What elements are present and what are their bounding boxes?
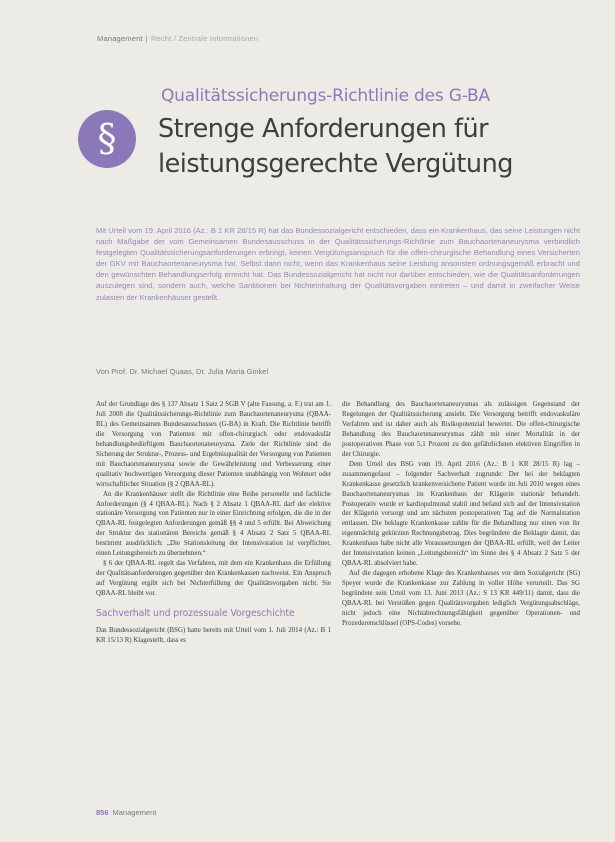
page-footer — [96, 808, 156, 817]
paragraph-icon — [78, 110, 136, 168]
author-line: Von Prof. Dr. Michael Quaas, Dr. Julia Maria Ginkel — [96, 367, 269, 376]
section-heading: Sachverhalt und prozessuale Vorgeschichte — [96, 608, 295, 620]
article-lead: Mit Urteil vom 19. April 2016 (Az.: B 1 KR 28/15 R) hat das Bundessozialgericht entschieden, dass ein Krankenhaus, das seine Leistungen nicht nach Maßgabe der vom Gemeinsamen Bundesausschuss in der Qualitätssicherungs-Richtlinie zum Bauchaortenaneurysma verbindlich festgelegten Qualitätssicherungsanforderungen erbringt, keinen Vergütungsanspruch für die offen-chirurgische Behandlung eines Versicherten der GKV mit Bauchaortenaneurysma hat. Selbst dann nicht, wenn das Krankenhaus seine Leistung ansonsten ordnungsgemäß erbracht und den gewünschten Behandlungserfolg erreicht hat. Das Bundessozialgericht hat nicht nur darüber entschieden, wie die Qualitätsanforderungen auszulegen sind, sondern auch, welche Sanktionen bei Nichteinhaltung der Qualitätsvorgaben eintreten – und damit in zweifacher Weise zulasten der Krankenhäuser gestellt. — [96, 226, 580, 302]
body-paragraph: Dem Urteil des BSG vom 19. April 2016 (Az.: B 1 KR 28/15 R) lag – zusammengefasst – folgender Sachverhalt zugrunde: Der bei der beklagten Krankenkasse gesetzlich krankenversicherte Patient wurde im Juli 2010 wegen eines Bauchaortenaneurysmas im Krankenhaus der Klägerin stationär behandelt. Postoperativ wurde er kardiopulmonal stabil und befand sich auf der Intensivstation der Klägerin versorgt und am nächsten postoperativen Tag auf die Normalstation entlassen. Die beklagte Krankenkasse zahlte für die Behandlung nur einen von ihr eigenmächtig gekürzten Rechnungsbetrag. Dies begründete die Beklagte damit, das Krankenhaus habe nicht alle Voraussetzungen der QBAA-RL erfüllt, weil der Leiter der Intensivstation keinen „Leitungsbereich“ im Sinne des § 4 Absatz 2 Satz 5 der QBAA-RL absolviert habe. — [342, 460, 580, 568]
right-column — [342, 400, 580, 629]
body-paragraph: Auf der Grundlage des § 137 Absatz 1 Satz 2 SGB V (alte Fassung, a. F.) trat am 1. Juli 2008 die Qualitätssicherungs-Richtlinie zum Bauchaortenaneurysma (QBAA-RL) des Gemeinsamen Bundesausschusses (G-BA) in Kraft. Die Richtlinie betrifft die Versorgung von Patienten mit offen-chirurgisch oder endovaskulär behandlungsbedürftigem Bauchaortenaneurysma. Ziele der Richtlinie sind die Sicherung der Struktur-, Prozess- und Ergebnisqualität der Versorgung von Patienten mit Bauchaortenaneurysma sowie die Gewährleistung und Verbesserung einer qualitativ hochwertigen Versorgung dieser Patienten unabhängig von Wohnort oder wirtschaftlicher Situation (§ 2 QBAA-RL). — [96, 401, 331, 488]
paragraph-symbol: § — [97, 116, 117, 160]
body-paragraph: die Behandlung des Bauchaortenaneurysmas als zulässigen Gegenstand der Regelungen der Qualitätssicherung ansieht. Die Versorgung betrifft endovaskuläre Verfahren und ist daher auch als Risikopotenzial bewertet. Die offen-chirurgische Behandlung des Bauchaortenaneurysmas zählt mit einer Mortalität in der postoperativen Phase von 5,1 Prozent zu den gefährlichsten elektiven Eingriffen in der Chirurgie. — [342, 401, 580, 458]
page-number: 856 — [96, 808, 109, 817]
title-line-2: leistungsgerechte Vergütung — [158, 149, 513, 179]
article-kicker: Qualitätssicherungs-Richtlinie des G-BA — [161, 86, 490, 106]
title-line-1: Strenge Anforderungen für — [158, 114, 489, 144]
body-paragraph: An die Krankenhäuser stellt die Richtlinie eine Reihe personelle und fachliche Anforderungen (§ 4 QBAA-RL). Nach § 2 Absatz 1 QBAA-RL darf der elektive stationäre Versorgung von Patienten nur in einer Einrichtung erfolgen, die die in der QBAA-RL festgelegten Anforderungen gemäß §§ 4 und 5 erfüllt. Bei Abweichung der Struktur des stationären Bereichs gemäß § 4 Absatz 2 Satz 5 QBAA-RL bestimmt ausdrücklich: „Die Stationsleitung der Intensivstation ist verpflichtet, einen Leitungsbereich zu übernehmen.“ — [96, 490, 331, 558]
running-head-section: Management — [97, 34, 143, 43]
running-head — [97, 34, 258, 43]
article-title — [158, 112, 598, 182]
body-paragraph: Das Bundessozialgericht (BSG) hatte bereits mit Urteil vom 1. Juli 2014 (Az.: B 1 KR 15/13 R) Klagestellt, dass es — [96, 627, 331, 644]
left-column — [96, 400, 331, 646]
footer-label: Management — [112, 808, 157, 817]
running-head-separator: | — [145, 34, 148, 43]
body-paragraph: § 6 der QBAA-RL regelt das Verfahren, mit dem ein Krankenhaus die Erfüllung der Qualitätsanforderungen gegenüber den Krankenkassen nachweist. Ein Anspruch auf Vergütung ergibt sich bei Nichterfüllung der Qualitätsvorgaben nicht. Sie QBAA-RL bleibt vor. — [96, 560, 331, 598]
running-head-subsection: Recht / Zentrale Informationen — [150, 34, 259, 43]
body-paragraph: Auf die dagegen erhobene Klage des Krankenhauses vor dem Sozialgericht (SG) Speyer wurde die Krankenkasse zur Zahlung in voller Höhe verurteilt. Das SG begründete sein Urteil vom 13. Juni 2013 (Az.: S 13 KR 449/11) damit, dass die QBAA-RL bei Verstößen gegen Qualitätsvorgaben lediglich Vergütungsabschläge, nicht jedoch eine Nichtabrechnungsfähigkeit gegenüber Operationen- und Prozedurenschlüssel (OPS-Codes) vorsehe. — [342, 570, 580, 627]
